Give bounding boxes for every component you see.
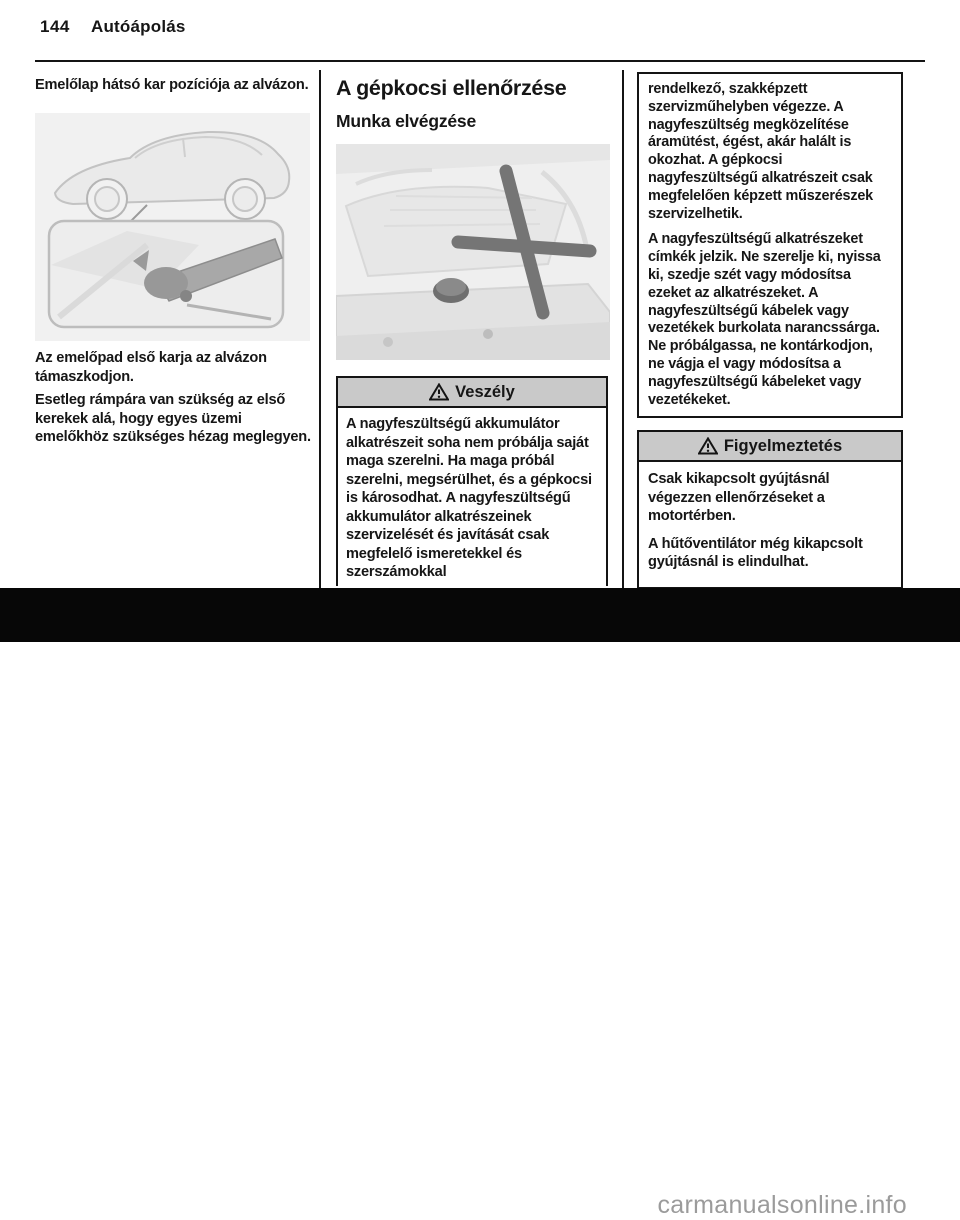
danger-continuation-paragraph: rendelkező, szakképzett szervizműhelyben végezze. A nagyfeszültség megközelítése áramütést, égést, akár halált is okozhat. A gépkocsi nagyfeszültségű alkatrészeit csak megfelelően képzett műszerészek szervizelhetik. [648, 81, 873, 222]
watermark-bar [0, 588, 960, 1219]
danger-continuation-paragraph: A nagyfeszültségű alkatrészeket címkék jelzik. Ne szerelje ki, nyissa ki, szedje szét vagy módosítsa ezeket az alkatrészeket. A nagyfeszültségű kábelek vagy vezetékek burkolata narancssárga. Ne próbálgassa, ne kontárkodjon, ne vágja el vagy módosítsa a nagyfeszültségű kábeleket vagy vezetékeket. [648, 231, 881, 408]
danger-box-header [336, 376, 608, 408]
warning-triangle-icon [698, 437, 718, 455]
watermark-text: carmanualsonline.info [657, 1191, 907, 1219]
engine-bay-graphic [336, 144, 610, 360]
page-number: 144 [40, 17, 70, 36]
danger-box [336, 376, 608, 586]
header-rule [35, 60, 925, 62]
column-divider-2 [622, 70, 624, 588]
section-title: Autóápolás [91, 17, 186, 36]
warning-triangle-icon [429, 383, 449, 401]
body-paragraph: Esetleg rámpára van szükség az első kerekek alá, hogy egyes üzemi emelőkhöz szükséges hézag meglegyen. [35, 392, 311, 445]
danger-box-body: A nagyfeszültségű akkumulátor alkatrészeit soha nem próbálja saját maga szerelni. Ha maga próbál szerelni, megsérülhet, és a gépkocsi is károsodhat. A nagyfeszültségű akkumulátor alkatrészeinek szervizelését és javítását csak megfelelő ismeretekkel és szerszámokkal [336, 408, 608, 586]
warning-box-header [637, 430, 903, 462]
car-lifting-illustration [35, 113, 310, 341]
figure-caption: Emelőlap hátsó kar pozíciója az alvázon. [35, 77, 309, 93]
engine-bay-crossed-illustration [336, 144, 610, 360]
car-side-view-graphic [35, 113, 310, 341]
subsection-heading: Munka elvégzése [336, 111, 476, 131]
body-paragraph: Az emelőpad első karja az alvázon támaszkodjon. [35, 350, 267, 385]
section-heading: A gépkocsi ellenőrzése [336, 76, 567, 100]
warning-paragraph: A hűtőventilátor még kikapcsolt gyújtásnál is elindulhat. [648, 535, 863, 570]
warning-paragraph: Csak kikapcsolt gyújtásnál végezzen ellenőrzéseket a motortérben. [648, 471, 830, 524]
warning-box [637, 430, 903, 589]
danger-box-title: Veszély [455, 382, 515, 401]
column-divider-1 [319, 70, 321, 588]
danger-box-continuation [637, 72, 903, 418]
warning-box-title: Figyelmeztetés [723, 436, 843, 455]
